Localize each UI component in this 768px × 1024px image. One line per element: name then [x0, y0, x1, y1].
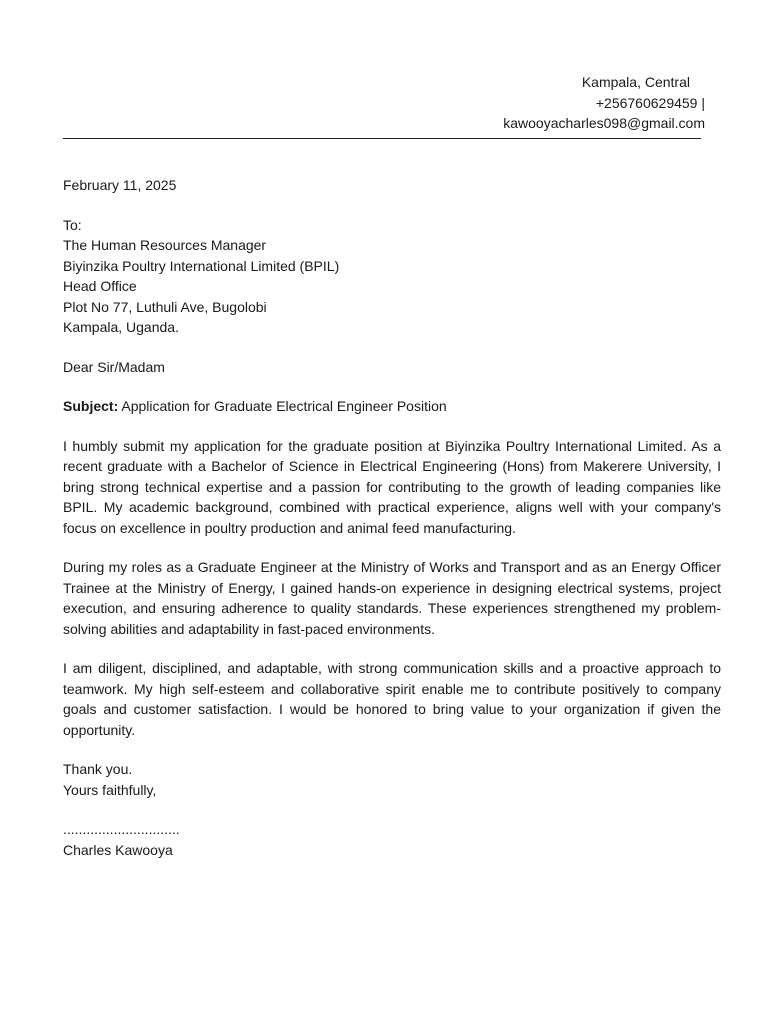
recipient-address: [63, 215, 721, 338]
recipient-line: Head Office: [63, 278, 137, 294]
signature-line: ..............................: [63, 821, 180, 837]
signoff-line: Yours faithfully,: [63, 781, 157, 798]
sender-email: kawooyacharles098@gmail.com: [503, 115, 705, 131]
sender-city: Kampala, Central: [581, 74, 690, 90]
recipient-line: Plot No 77, Luthuli Ave, Bugolobi: [63, 298, 267, 315]
closing-block: [63, 759, 721, 800]
signature-block: [63, 819, 721, 860]
header-divider: [63, 138, 701, 139]
letter-body: [63, 175, 721, 860]
sender-contact-block: [503, 72, 705, 134]
body-paragraph: I am diligent, disciplined, and adaptable, with strong communication skills and a proactive approach to teamwork. My high self-esteem and collaborative spirit enable me to contribute positively to company goals and customer satisfaction. I would be honored to bring value to your organization if given the opportunity.: [63, 660, 721, 738]
signer-name: Charles Kawooya: [63, 841, 173, 858]
salutation: Dear Sir/Madam: [63, 358, 165, 375]
body-paragraph: During my roles as a Graduate Engineer at the Ministry of Works and Transport and as an Energy Officer Trainee at the Ministry of Energy, I gained hands-on experience in designing electrical systems, project execution, and ensuring adherence to quality standards. These experiences strengthened my problem-solving abilities and adaptability in fast-paced environments.: [63, 559, 721, 637]
to-label: To:: [63, 216, 82, 233]
subject-label: Subject:: [63, 398, 119, 414]
thanks-line: Thank you.: [63, 761, 133, 777]
recipient-line: The Human Resources Manager: [63, 237, 267, 253]
sender-phone: +256760629459 |: [595, 94, 705, 111]
body-paragraph: I humbly submit my application for the graduate position at Biyinzika Poultry International Limited. As a recent graduate with a Bachelor of Science in Electrical Engineering (Hons) from Makerere University, I bring strong technical expertise and a passion for contributing to the growth of leading companies like BPIL. My academic background, combined with practical experience, aligns well with your company's focus on excellence in poultry production and animal feed manufacturing.: [63, 437, 721, 536]
letter-date: February 11, 2025: [63, 177, 177, 193]
subject-text: Application for Graduate Electrical Engineer Position: [118, 398, 447, 414]
subject-line: [63, 396, 721, 417]
recipient-line: Biyinzika Poultry International Limited (BPIL): [63, 257, 340, 274]
recipient-line: Kampala, Uganda.: [63, 319, 179, 335]
